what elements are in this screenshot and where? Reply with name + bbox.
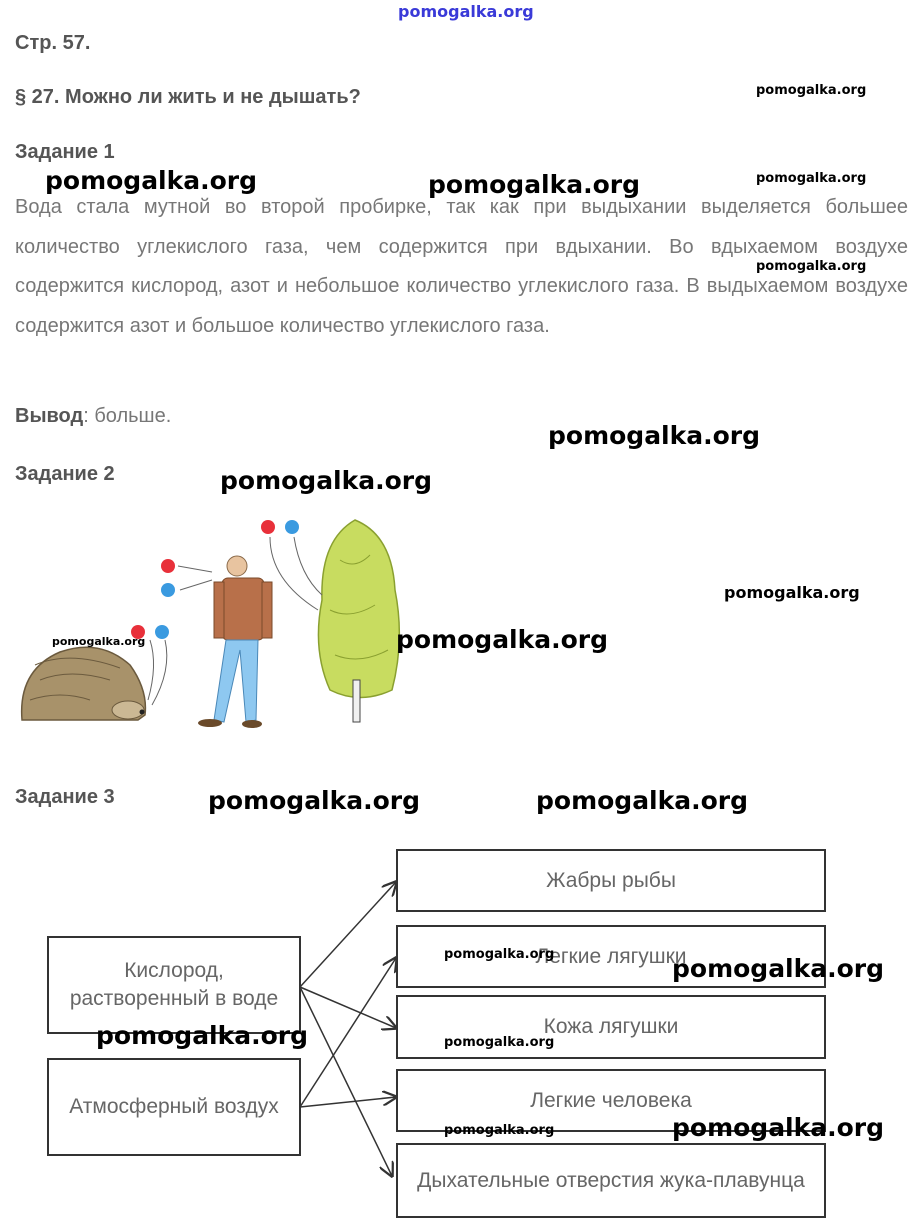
watermark: pomogalka.org bbox=[672, 1113, 885, 1142]
watermark: pomogalka.org bbox=[52, 635, 146, 648]
conclusion-label: Вывод bbox=[15, 405, 84, 427]
watermark: pomogalka.org bbox=[444, 947, 555, 962]
target-box-fish-gills: Жабры рыбы bbox=[396, 849, 826, 912]
target-box-human-lungs: Легкие человека bbox=[396, 1069, 826, 1132]
watermark: pomogalka.org bbox=[444, 1035, 555, 1050]
watermark: pomogalka.org bbox=[396, 625, 609, 654]
watermark: pomogalka.org bbox=[672, 954, 885, 983]
watermark: pomogalka.org bbox=[724, 583, 860, 602]
watermark: pomogalka.org bbox=[548, 421, 761, 450]
watermark: pomogalka.org bbox=[428, 170, 641, 199]
section-title: § 27. Можно ли жить и не дышать? bbox=[15, 86, 361, 108]
watermark-top: pomogalka.org bbox=[398, 2, 534, 21]
watermark: pomogalka.org bbox=[220, 466, 433, 495]
watermark: pomogalka.org bbox=[756, 83, 867, 98]
watermark: pomogalka.org bbox=[444, 1123, 555, 1138]
target-box-frog-lungs: Легкие лягушки bbox=[396, 925, 826, 988]
watermark: pomogalka.org bbox=[756, 171, 867, 186]
task1-title: Задание 1 bbox=[15, 141, 115, 163]
task3-title: Задание 3 bbox=[15, 786, 115, 808]
watermark: pomogalka.org bbox=[536, 786, 749, 815]
watermark: pomogalka.org bbox=[96, 1021, 309, 1050]
watermark: pomogalka.org bbox=[45, 166, 258, 195]
task1-text: Вода стала мутной во второй пробирке, так как при выдыхании выделяется большее количество углекислого газа, чем содержится при вдыхании. Во вдыхаемом воздухе содержится кислород, азот и небольшое количество углекислого газа. В выдыхаемом воздухе содержится азот и большое количество углекислого газа. bbox=[15, 196, 908, 337]
watermark: pomogalka.org bbox=[208, 786, 421, 815]
source-box-atmospheric-air: Атмосферный воздух bbox=[47, 1058, 301, 1156]
watermark: pomogalka.org bbox=[756, 259, 867, 274]
conclusion-text: : больше. bbox=[83, 405, 172, 427]
target-box-beetle-spiracles: Дыхательные отверстия жука-плавунца bbox=[396, 1143, 826, 1218]
page-reference: Стр. 57. bbox=[15, 32, 91, 54]
target-box-frog-skin: Кожа лягушки bbox=[396, 995, 826, 1059]
source-box-oxygen-in-water: Кислород, растворенный в воде bbox=[47, 936, 301, 1034]
task2-title: Задание 2 bbox=[15, 463, 115, 485]
